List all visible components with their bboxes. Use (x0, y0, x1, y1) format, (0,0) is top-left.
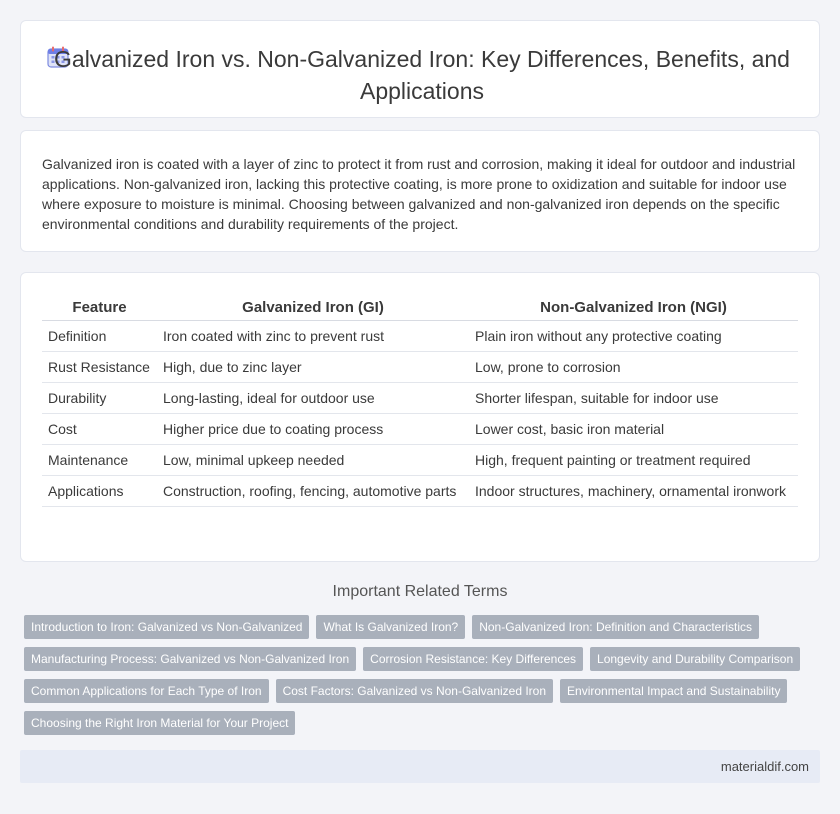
table-row (42, 413, 798, 444)
table-row (42, 475, 798, 506)
table-cell: Indoor structures, machinery, ornamental ironwork (469, 475, 798, 506)
related-term-link[interactable]: Non-Galvanized Iron: Definition and Characteristics (472, 615, 759, 639)
table-cell: High, frequent painting or treatment required (469, 444, 798, 475)
table-cell: Low, prone to corrosion (469, 351, 798, 382)
related-term-link[interactable]: Common Applications for Each Type of Iron (24, 679, 269, 703)
site-name: materialdif.com (720, 759, 809, 774)
column-header: Feature (42, 294, 157, 320)
header-card (20, 20, 820, 118)
table-cell: Shorter lifespan, suitable for indoor use (469, 382, 798, 413)
footer (20, 750, 820, 783)
related-term-link[interactable]: Longevity and Durability Comparison (590, 647, 800, 671)
related-term-link[interactable]: Cost Factors: Galvanized vs Non-Galvanized Iron (276, 679, 553, 703)
table-cell: Construction, roofing, fencing, automotive parts (157, 475, 469, 506)
related-term-link[interactable]: Introduction to Iron: Galvanized vs Non-Galvanized (24, 615, 309, 639)
related-term-link[interactable]: Manufacturing Process: Galvanized vs Non-Galvanized Iron (24, 647, 356, 671)
comparison-table-card (20, 272, 820, 562)
table-row (42, 320, 798, 351)
comparison-table (42, 294, 798, 507)
page-title: Galvanized Iron vs. Non-Galvanized Iron: Key Differences, Benefits, and Applications (54, 46, 790, 104)
table-cell: Applications (42, 475, 157, 506)
table-cell: Iron coated with zinc to prevent rust (157, 320, 469, 351)
table-cell: Durability (42, 382, 157, 413)
table-cell: Rust Resistance (42, 351, 157, 382)
intro-paragraph: Galvanized iron is coated with a layer of zinc to protect it from rust and corrosion, making it ideal for outdoor and industrial applications. Non-galvanized iron, lacking this protective coating, is more prone to oxidization and suitable for indoor use where exposure to moisture is minimal. Choosing between galvanized and non-galvanized iron depends on the specific environmental conditions and durability requirements of the project. (42, 156, 796, 232)
table-cell: High, due to zinc layer (157, 351, 469, 382)
table-cell: Plain iron without any protective coating (469, 320, 798, 351)
related-term-link[interactable]: Environmental Impact and Sustainability (560, 679, 787, 703)
column-header: Galvanized Iron (GI) (157, 294, 469, 320)
table-cell: Low, minimal upkeep needed (157, 444, 469, 475)
related-terms-heading: Important Related Terms (332, 583, 508, 600)
table-cell: Higher price due to coating process (157, 413, 469, 444)
table-cell: Cost (42, 413, 157, 444)
table-cell: Definition (42, 320, 157, 351)
table-cell: Lower cost, basic iron material (469, 413, 798, 444)
table-cell: Long-lasting, ideal for outdoor use (157, 382, 469, 413)
related-term-link[interactable]: Corrosion Resistance: Key Differences (363, 647, 583, 671)
table-header-row (42, 294, 798, 320)
intro-card (20, 130, 820, 252)
column-header: Non-Galvanized Iron (NGI) (469, 294, 798, 320)
table-row (42, 444, 798, 475)
related-term-link[interactable]: Choosing the Right Iron Material for Your Project (24, 711, 295, 735)
table-cell: Maintenance (42, 444, 157, 475)
table-row (42, 351, 798, 382)
related-term-link[interactable]: What Is Galvanized Iron? (316, 615, 465, 639)
related-terms-list (24, 615, 804, 743)
table-row (42, 382, 798, 413)
